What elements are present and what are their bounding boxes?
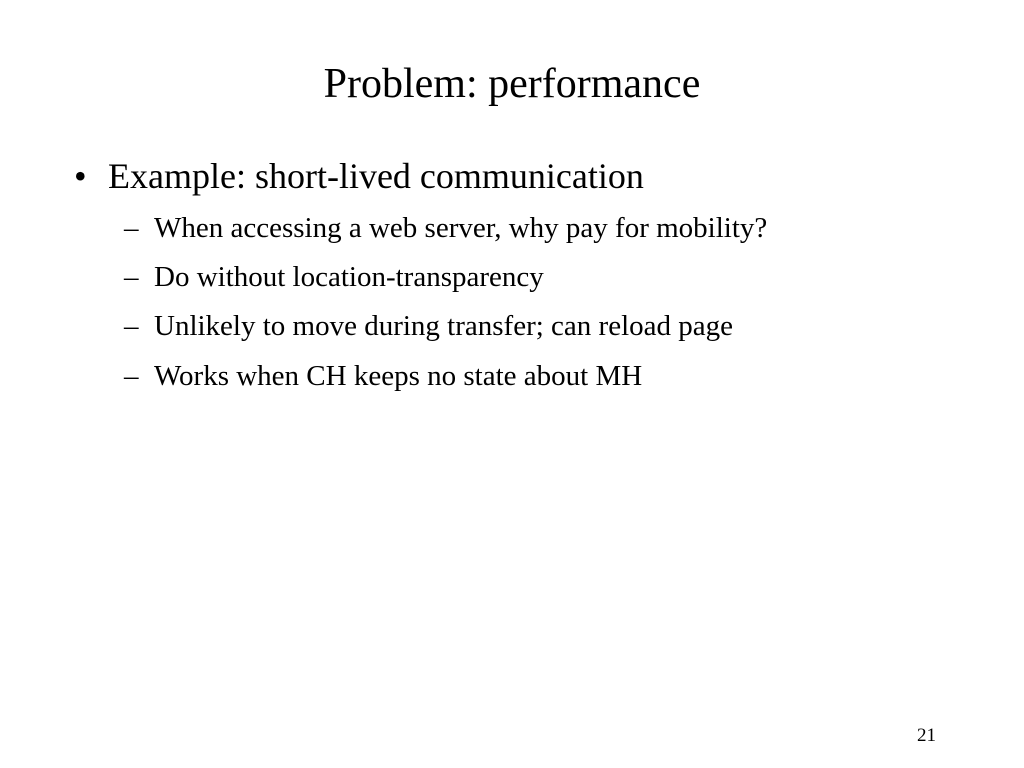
bullet-marker: • <box>74 156 87 196</box>
sub-bullet-text: Unlikely to move during transfer; can reload page <box>154 310 733 342</box>
sub-bullet-text: When accessing a web server, why pay for mobility? <box>154 212 768 244</box>
sub-bullet-item <box>124 358 642 394</box>
sub-bullet-dash: – <box>124 310 139 342</box>
bullet-text: Example: short-lived communication <box>108 156 644 196</box>
sub-bullet-dash: – <box>124 212 139 244</box>
bullet-item <box>74 154 644 198</box>
sub-bullet-dash: – <box>124 360 139 392</box>
page-number: 21 <box>917 725 936 746</box>
sub-bullet-dash: – <box>124 261 139 293</box>
sub-bullet-item <box>124 210 767 246</box>
sub-bullet-text: Do without location-transparency <box>154 261 544 293</box>
sub-bullet-item <box>124 308 733 344</box>
slide-title: Problem: performance <box>323 61 701 107</box>
sub-bullet-item <box>124 259 544 295</box>
sub-bullet-text: Works when CH keeps no state about MH <box>154 360 643 392</box>
